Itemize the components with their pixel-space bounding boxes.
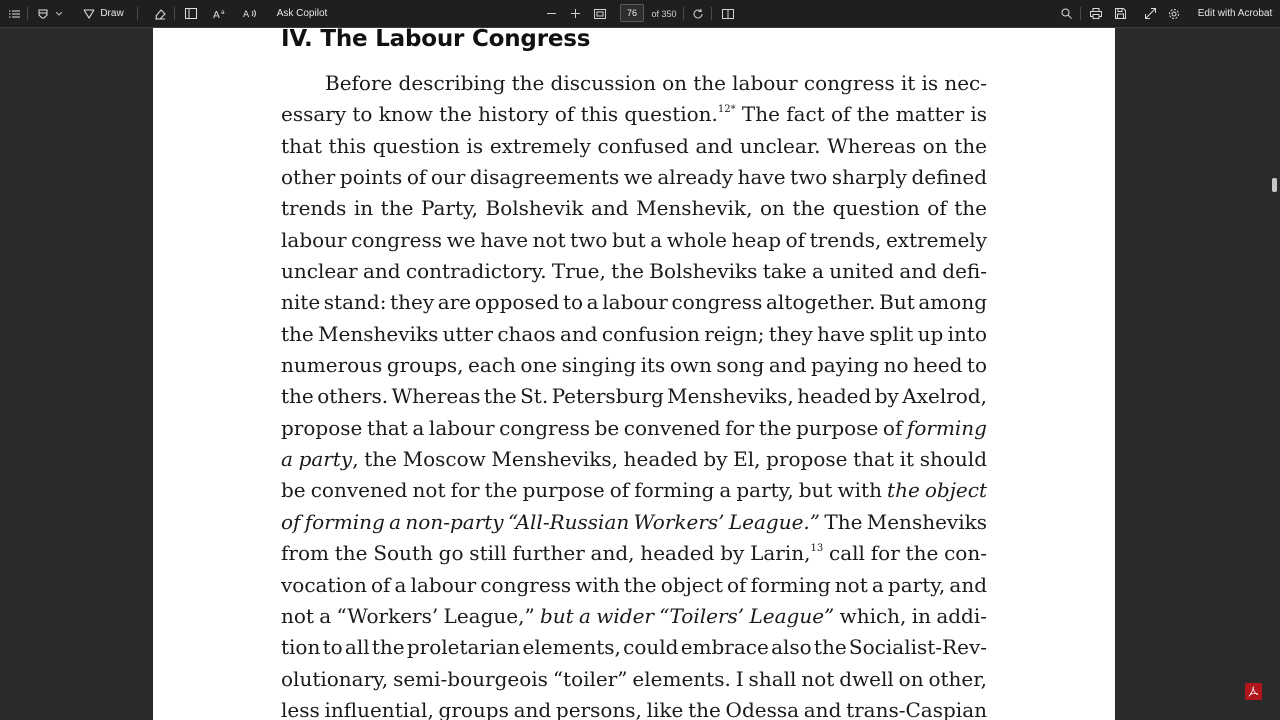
page-total bbox=[650, 0, 678, 27]
text-run: The fact of the matter is bbox=[735, 102, 987, 127]
body-text bbox=[281, 68, 987, 720]
ask-copilot-button[interactable] bbox=[276, 0, 328, 27]
text-run: numerous groups, each one singing its own song and paying no heed to bbox=[281, 353, 987, 378]
text-line bbox=[281, 99, 987, 130]
text-line-content bbox=[281, 228, 987, 252]
fullscreen-icon[interactable] bbox=[1141, 0, 1159, 27]
text-run: from the South go still further and, headed by Larin, bbox=[281, 541, 811, 566]
text-run: olutionary, semi-bourgeois “toiler” elements. I shall not dwell on other, bbox=[281, 666, 987, 691]
save-icon[interactable] bbox=[1111, 0, 1129, 27]
footnote-marker: 13 bbox=[810, 543, 824, 555]
text-line-content bbox=[281, 478, 987, 502]
text-run: call for the con- bbox=[823, 541, 987, 566]
svg-text:A: A bbox=[243, 10, 250, 19]
text-line-content bbox=[281, 165, 987, 189]
page-number-input[interactable] bbox=[620, 4, 644, 22]
text-line bbox=[281, 350, 987, 381]
text-line bbox=[281, 256, 987, 287]
italic-text: but a wider “Toilers’ League” bbox=[540, 603, 835, 628]
section-heading: IV. The Labour Congress bbox=[281, 28, 591, 52]
rotate-icon[interactable] bbox=[690, 0, 706, 27]
text-line bbox=[281, 162, 987, 193]
text-run: , the Moscow Mensheviks, headed by El, propose that it should bbox=[352, 447, 987, 472]
text-run: less influential, groups and persons, like the Odessa and trans-Caspian bbox=[281, 697, 987, 720]
text-run: which, in addi- bbox=[834, 603, 987, 628]
scrollbar-thumb[interactable] bbox=[1272, 178, 1277, 192]
pdf-page bbox=[153, 28, 1115, 720]
text-line bbox=[281, 507, 987, 538]
eraser-icon[interactable] bbox=[151, 0, 169, 27]
text-run: propose that a labour congress be convened for the purpose of bbox=[281, 415, 907, 440]
text-line bbox=[281, 538, 987, 569]
highlight-icon[interactable] bbox=[34, 0, 52, 27]
zoom-out-icon[interactable] bbox=[543, 0, 559, 27]
toolbar-divider bbox=[1080, 7, 1081, 20]
draw-label: Draw bbox=[100, 8, 124, 19]
text-line-content bbox=[281, 635, 987, 659]
ask-copilot-label: Ask Copilot bbox=[276, 8, 328, 19]
text-line bbox=[281, 131, 987, 162]
text-run: The Mensheviks bbox=[820, 509, 987, 534]
toolbar-divider bbox=[683, 7, 684, 20]
fit-page-icon[interactable] bbox=[592, 0, 608, 27]
footnote-marker: 12* bbox=[717, 104, 736, 116]
toolbar-divider bbox=[137, 7, 138, 20]
text-run: the Mensheviks utter chaos and confusion reign; they have split up into bbox=[281, 321, 987, 346]
text-line bbox=[281, 319, 987, 350]
text-line-content bbox=[281, 259, 987, 283]
text-line-content bbox=[281, 541, 987, 565]
svg-text:a: a bbox=[221, 9, 225, 16]
edit-with-acrobat-label: Edit with Acrobat bbox=[1197, 8, 1273, 19]
reading-view-icon[interactable] bbox=[182, 0, 200, 27]
page-total-label: of 350 bbox=[651, 8, 677, 19]
text-line-content bbox=[281, 447, 987, 471]
text-line bbox=[281, 444, 987, 475]
draw-icon[interactable] bbox=[80, 0, 98, 27]
toolbar bbox=[0, 0, 1280, 28]
text-run: be convened not for the purpose of forming a party, but with bbox=[281, 478, 888, 503]
text-line-content bbox=[281, 353, 987, 377]
text-line bbox=[281, 225, 987, 256]
svg-text:A: A bbox=[213, 10, 220, 19]
text-line bbox=[281, 381, 987, 412]
text-line-content bbox=[281, 510, 987, 534]
text-line-content bbox=[281, 416, 987, 440]
print-icon[interactable] bbox=[1087, 0, 1105, 27]
text-line bbox=[281, 287, 987, 318]
text-line bbox=[281, 193, 987, 224]
text-run: that this question is extremely confused and unclear. Whereas on the bbox=[281, 133, 987, 158]
acrobat-icon[interactable] bbox=[1245, 683, 1262, 700]
italic-text: forming bbox=[906, 415, 987, 440]
text-line-content bbox=[281, 322, 987, 346]
page-view-icon[interactable] bbox=[720, 0, 736, 27]
text-line-content bbox=[281, 134, 987, 158]
text-run: unclear and contradictory. True, the Bolsheviks take a united and defi- bbox=[281, 259, 987, 284]
highlight-dropdown-chevron-icon[interactable] bbox=[54, 0, 64, 27]
text-run: trends in the Party, Bolshevik and Menshevik, on the question of the bbox=[281, 196, 987, 221]
settings-icon[interactable] bbox=[1165, 0, 1183, 27]
text-line-content bbox=[281, 604, 987, 628]
text-run: labour congress we have not two but a whole heap of trends, extremely bbox=[281, 227, 987, 252]
text-line-content bbox=[281, 102, 987, 126]
text-run: Before describing the discussion on the labour congress it is nec- bbox=[325, 71, 987, 95]
italic-text: a party bbox=[281, 447, 353, 472]
text-run: nite stand: they are opposed to a labour congress altogether. But among bbox=[281, 290, 987, 315]
text-line-content bbox=[281, 698, 987, 720]
text-line-content bbox=[281, 667, 987, 691]
menu-icon[interactable] bbox=[5, 0, 25, 27]
text-line bbox=[281, 68, 987, 99]
text-line-content bbox=[281, 573, 987, 597]
text-run: vocation of a labour congress with the object of forming not a party, and bbox=[281, 572, 987, 597]
search-icon[interactable] bbox=[1057, 0, 1075, 27]
edit-with-acrobat-button[interactable] bbox=[1196, 0, 1274, 27]
italic-text: of forming a non-party “All-Russian Workers’ League.” bbox=[281, 509, 821, 534]
text-line-content bbox=[281, 290, 987, 314]
text-run: other points of our disagreements we already have two sharply defined bbox=[281, 165, 987, 190]
text-run: tion to all the proletarian elements, could embrace also the Socialist-Rev- bbox=[281, 635, 987, 660]
text-line-content bbox=[325, 71, 987, 95]
read-aloud-icon[interactable] bbox=[241, 0, 259, 27]
vertical-scrollbar[interactable] bbox=[1268, 28, 1280, 720]
draw-button[interactable] bbox=[98, 0, 126, 27]
text-size-icon[interactable] bbox=[211, 0, 229, 27]
text-run: not a “Workers’ League,” bbox=[281, 603, 540, 628]
text-line bbox=[281, 601, 987, 632]
italic-text: the object bbox=[887, 478, 987, 503]
toolbar-divider bbox=[711, 7, 712, 20]
text-line bbox=[281, 570, 987, 601]
text-line-content bbox=[281, 384, 987, 408]
toolbar-divider bbox=[27, 7, 28, 20]
text-run: essary to know the history of this question. bbox=[281, 102, 718, 127]
toolbar-divider bbox=[174, 7, 175, 20]
document-viewer[interactable] bbox=[0, 28, 1280, 720]
text-line bbox=[281, 413, 987, 444]
text-run: the others. Whereas the St. Petersburg Mensheviks, headed by Axelrod, bbox=[281, 384, 987, 409]
text-line bbox=[281, 664, 987, 695]
text-line bbox=[281, 475, 987, 506]
text-line-content bbox=[281, 196, 987, 220]
text-line bbox=[281, 695, 987, 720]
text-line bbox=[281, 632, 987, 663]
zoom-in-icon[interactable] bbox=[567, 0, 583, 27]
